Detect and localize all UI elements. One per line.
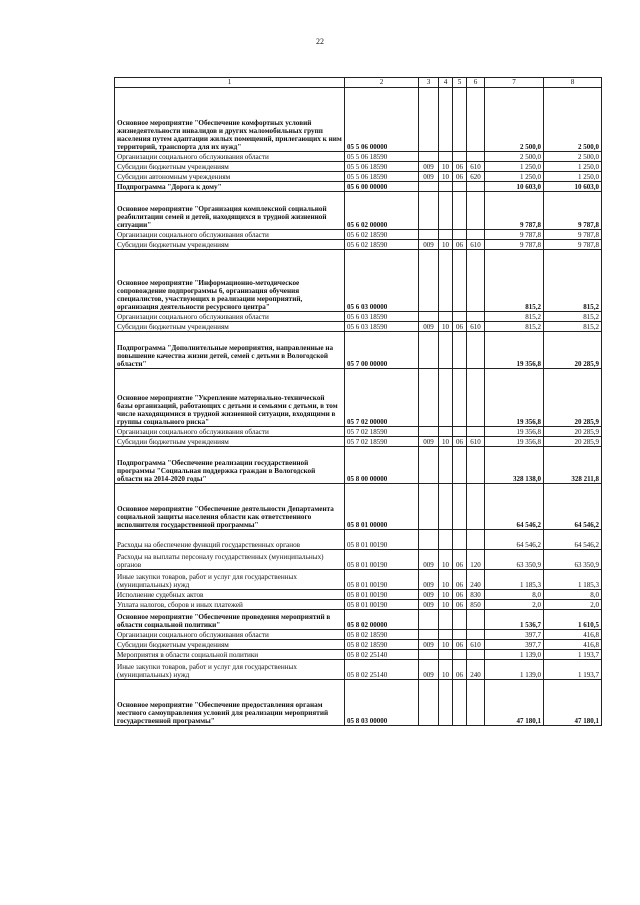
row-target-code: 05 8 02 18590 [345, 630, 419, 640]
row-amount-2: 64 546,2 [544, 484, 602, 530]
row-grbs [419, 630, 439, 640]
row-amount-2: 1 193,7 [544, 650, 602, 660]
col-header: 4 [439, 78, 453, 88]
row-name: Исполнение судебных актов [115, 590, 345, 600]
row-section: 10 [439, 640, 453, 650]
row-section [439, 250, 453, 312]
row-amount-2: 2 500,0 [544, 152, 602, 162]
row-section: 10 [439, 590, 453, 600]
row-section [439, 332, 453, 369]
row-amount-1: 815,2 [485, 322, 544, 332]
row-target-code: 05 7 00 00000 [345, 332, 419, 369]
row-grbs [419, 680, 439, 726]
table-row [115, 240, 602, 250]
row-subsection [453, 332, 467, 369]
row-grbs: 009 [419, 322, 439, 332]
row-name: Основное мероприятие "Обеспечение предоставления органам местного самоуправления условий для реализации мероприятий государственной программы" [115, 680, 345, 726]
row-grbs [419, 369, 439, 427]
row-amount-1: 64 546,2 [485, 530, 544, 550]
col-header: 2 [345, 78, 419, 88]
row-expense-type: 620 [467, 172, 485, 182]
row-expense-type: 610 [467, 162, 485, 172]
row-grbs: 009 [419, 640, 439, 650]
row-subsection [453, 447, 467, 484]
row-section: 10 [439, 660, 453, 680]
row-grbs [419, 610, 439, 630]
row-subsection: 06 [453, 162, 467, 172]
row-target-code: 05 8 03 00000 [345, 680, 419, 726]
row-amount-2: 815,2 [544, 312, 602, 322]
row-amount-1: 19 356,8 [485, 437, 544, 447]
row-expense-type: 240 [467, 660, 485, 680]
row-section: 10 [439, 570, 453, 590]
row-amount-1: 2 500,0 [485, 88, 544, 152]
row-expense-type [467, 530, 485, 550]
row-subsection [453, 312, 467, 322]
table-row [115, 590, 602, 600]
row-expense-type [467, 152, 485, 162]
budget-table [114, 77, 602, 726]
row-name: Расходы на обеспечение функций государственных органов [115, 530, 345, 550]
row-name: Основное мероприятие "Обеспечение деятельности Департамента социальной защиты населения области как ответственного исполнителя государственной программы" [115, 484, 345, 530]
row-amount-1: 1 139,0 [485, 650, 544, 660]
row-amount-1: 1 185,3 [485, 570, 544, 590]
row-section: 10 [439, 240, 453, 250]
row-expense-type [467, 312, 485, 322]
row-amount-1: 1 536,7 [485, 610, 544, 630]
row-target-code: 05 7 02 00000 [345, 369, 419, 427]
row-amount-1: 9 787,8 [485, 240, 544, 250]
row-amount-1: 815,2 [485, 250, 544, 312]
row-grbs: 009 [419, 570, 439, 590]
row-section: 10 [439, 172, 453, 182]
row-name: Субсидии бюджетным учреждениям [115, 322, 345, 332]
table-row [115, 484, 602, 530]
row-section: 10 [439, 550, 453, 570]
row-section [439, 447, 453, 484]
row-expense-type: 850 [467, 600, 485, 610]
row-amount-1: 47 180,1 [485, 680, 544, 726]
row-section [439, 152, 453, 162]
row-target-code: 05 8 01 00190 [345, 550, 419, 570]
page-number: 22 [316, 37, 324, 46]
table-row [115, 437, 602, 447]
row-name: Субсидии бюджетным учреждениям [115, 437, 345, 447]
row-expense-type: 610 [467, 437, 485, 447]
row-amount-1: 397,7 [485, 640, 544, 650]
row-amount-1: 19 356,8 [485, 369, 544, 427]
row-section [439, 650, 453, 660]
row-amount-2: 20 285,9 [544, 369, 602, 427]
table-row [115, 680, 602, 726]
row-amount-1: 10 603,0 [485, 182, 544, 192]
row-amount-2: 1 185,3 [544, 570, 602, 590]
row-amount-2: 1 610,5 [544, 610, 602, 630]
col-header: 3 [419, 78, 439, 88]
col-header: 5 [453, 78, 467, 88]
row-section [439, 369, 453, 427]
row-expense-type: 610 [467, 322, 485, 332]
row-grbs [419, 484, 439, 530]
row-name: Субсидии бюджетным учреждениям [115, 640, 345, 650]
table-row [115, 610, 602, 630]
row-grbs [419, 182, 439, 192]
col-header: 1 [115, 78, 345, 88]
table-row [115, 660, 602, 680]
row-section [439, 630, 453, 640]
row-subsection [453, 88, 467, 152]
row-amount-1: 9 787,8 [485, 192, 544, 230]
table-row [115, 172, 602, 182]
table-row [115, 332, 602, 369]
row-target-code: 05 8 02 00000 [345, 610, 419, 630]
row-expense-type [467, 630, 485, 640]
row-target-code: 05 8 02 25140 [345, 660, 419, 680]
row-grbs [419, 447, 439, 484]
row-expense-type: 610 [467, 240, 485, 250]
row-expense-type: 240 [467, 570, 485, 590]
row-section: 10 [439, 322, 453, 332]
row-target-code: 05 8 01 00190 [345, 530, 419, 550]
row-target-code: 05 8 01 00000 [345, 484, 419, 530]
table-row [115, 550, 602, 570]
row-expense-type [467, 650, 485, 660]
row-subsection: 06 [453, 660, 467, 680]
row-section [439, 610, 453, 630]
row-amount-2: 416,8 [544, 630, 602, 640]
row-grbs [419, 650, 439, 660]
row-target-code: 05 5 06 18590 [345, 162, 419, 172]
row-amount-2: 9 787,8 [544, 230, 602, 240]
row-section: 10 [439, 162, 453, 172]
row-amount-2: 47 180,1 [544, 680, 602, 726]
row-name: Расходы на выплаты персоналу государственных (муниципальных) органов [115, 550, 345, 570]
row-amount-2: 1 250,0 [544, 172, 602, 182]
row-grbs [419, 312, 439, 322]
row-amount-1: 8,0 [485, 590, 544, 600]
row-subsection [453, 192, 467, 230]
row-target-code: 05 6 00 00000 [345, 182, 419, 192]
row-name: Основное мероприятие "Организация комплексной социальной реабилитации семей и детей, находящихся в трудной жизненной ситуации" [115, 192, 345, 230]
row-amount-2: 20 285,9 [544, 427, 602, 437]
row-target-code: 05 6 03 00000 [345, 250, 419, 312]
row-amount-1: 328 138,0 [485, 447, 544, 484]
row-target-code: 05 6 02 18590 [345, 240, 419, 250]
row-grbs: 009 [419, 660, 439, 680]
row-section [439, 88, 453, 152]
row-expense-type [467, 427, 485, 437]
row-subsection [453, 610, 467, 630]
row-amount-1: 1 250,0 [485, 172, 544, 182]
row-expense-type: 830 [467, 590, 485, 600]
table-row [115, 600, 602, 610]
row-expense-type: 120 [467, 550, 485, 570]
row-grbs: 009 [419, 590, 439, 600]
row-section [439, 230, 453, 240]
row-amount-1: 19 356,8 [485, 332, 544, 369]
row-subsection [453, 152, 467, 162]
row-grbs: 009 [419, 437, 439, 447]
row-subsection: 06 [453, 240, 467, 250]
col-header: 7 [485, 78, 544, 88]
row-target-code: 05 8 01 00190 [345, 600, 419, 610]
row-amount-2: 20 285,9 [544, 332, 602, 369]
row-amount-2: 63 350,9 [544, 550, 602, 570]
row-expense-type [467, 230, 485, 240]
table-row [115, 570, 602, 590]
table-row [115, 152, 602, 162]
row-section: 10 [439, 437, 453, 447]
col-header: 6 [467, 78, 485, 88]
row-name: Организации социального обслуживания области [115, 312, 345, 322]
row-grbs [419, 152, 439, 162]
row-subsection [453, 630, 467, 640]
row-amount-2: 2 500,0 [544, 88, 602, 152]
row-target-code: 05 6 02 18590 [345, 230, 419, 240]
row-amount-1: 2 500,0 [485, 152, 544, 162]
row-expense-type [467, 680, 485, 726]
row-subsection: 06 [453, 590, 467, 600]
row-subsection: 06 [453, 570, 467, 590]
row-grbs [419, 230, 439, 240]
row-section [439, 312, 453, 322]
table-row [115, 192, 602, 230]
row-amount-2: 8,0 [544, 590, 602, 600]
row-name: Организации социального обслуживания области [115, 427, 345, 437]
row-name: Основное мероприятие "Укрепление материально-технической базы организаций, работающих с детьми и семьями с детьми, в том числе находящимися в трудной жизненной ситуации, входящими в группы социального риска" [115, 369, 345, 427]
row-amount-2: 10 603,0 [544, 182, 602, 192]
table-row [115, 230, 602, 240]
row-section [439, 182, 453, 192]
row-section [439, 484, 453, 530]
row-grbs [419, 192, 439, 230]
table-row [115, 250, 602, 312]
table-row [115, 369, 602, 427]
row-grbs: 009 [419, 550, 439, 570]
row-name: Основное мероприятие "Обеспечение проведения мероприятий в области социальной политики" [115, 610, 345, 630]
row-section [439, 427, 453, 437]
row-expense-type [467, 484, 485, 530]
row-amount-1: 9 787,8 [485, 230, 544, 240]
row-subsection: 06 [453, 322, 467, 332]
row-amount-1: 63 350,9 [485, 550, 544, 570]
table-row [115, 322, 602, 332]
row-subsection: 06 [453, 640, 467, 650]
row-name: Иные закупки товаров, работ и услуг для государственных (муниципальных) нужд [115, 570, 345, 590]
row-amount-1: 19 356,8 [485, 427, 544, 437]
row-target-code: 05 8 01 00190 [345, 590, 419, 600]
row-name: Подпрограмма "Обеспечение реализации государственной программы "Социальная поддержка граждан в Вологодской области на 2014-2020 годы" [115, 447, 345, 484]
row-target-code: 05 7 02 18590 [345, 427, 419, 437]
row-grbs [419, 88, 439, 152]
row-amount-2: 815,2 [544, 250, 602, 312]
row-name: Подпрограмма "Дорога к дому" [115, 182, 345, 192]
table-row [115, 630, 602, 640]
row-name: Иные закупки товаров, работ и услуг для государственных (муниципальных) нужд [115, 660, 345, 680]
table-row [115, 312, 602, 322]
row-grbs: 009 [419, 240, 439, 250]
row-target-code: 05 5 06 18590 [345, 172, 419, 182]
row-section [439, 192, 453, 230]
row-grbs: 009 [419, 162, 439, 172]
table-row [115, 427, 602, 437]
row-subsection [453, 182, 467, 192]
row-amount-1: 64 546,2 [485, 484, 544, 530]
row-amount-2: 64 546,2 [544, 530, 602, 550]
row-subsection [453, 680, 467, 726]
col-header: 8 [544, 78, 602, 88]
row-name: Субсидии бюджетным учреждениям [115, 162, 345, 172]
row-amount-2: 9 787,8 [544, 240, 602, 250]
row-amount-2: 20 285,9 [544, 437, 602, 447]
row-subsection: 06 [453, 172, 467, 182]
row-name: Субсидии бюджетным учреждениям [115, 240, 345, 250]
row-target-code: 05 8 02 18590 [345, 640, 419, 650]
row-name: Уплата налогов, сборов и иных платежей [115, 600, 345, 610]
row-target-code: 05 8 01 00190 [345, 570, 419, 590]
table-row [115, 530, 602, 550]
row-grbs: 009 [419, 172, 439, 182]
row-subsection [453, 230, 467, 240]
row-subsection: 06 [453, 550, 467, 570]
table-row [115, 650, 602, 660]
row-grbs [419, 530, 439, 550]
row-amount-2: 9 787,8 [544, 192, 602, 230]
row-target-code: 05 6 03 18590 [345, 312, 419, 322]
row-expense-type [467, 182, 485, 192]
row-name: Основное мероприятие "Информационно-методическое сопровождение подпрограммы 6, организация обучения специалистов, участвующих в реализации мероприятий, организация деятельности ресурсного центра" [115, 250, 345, 312]
row-amount-1: 2,0 [485, 600, 544, 610]
row-target-code: 05 6 02 00000 [345, 192, 419, 230]
row-name: Организации социального обслуживания области [115, 152, 345, 162]
row-name: Подпрограмма "Дополнительные мероприятия, направленные на повышение качества жизни детей, семей с детьми в Вологодской области" [115, 332, 345, 369]
row-section: 10 [439, 600, 453, 610]
row-target-code: 05 5 06 00000 [345, 88, 419, 152]
table-row [115, 182, 602, 192]
row-expense-type: 610 [467, 640, 485, 650]
table-row [115, 162, 602, 172]
row-amount-2: 1 193,7 [544, 660, 602, 680]
row-grbs [419, 427, 439, 437]
table-row [115, 88, 602, 152]
row-amount-2: 416,8 [544, 640, 602, 650]
row-expense-type [467, 447, 485, 484]
row-expense-type [467, 332, 485, 369]
row-expense-type [467, 192, 485, 230]
row-amount-1: 397,7 [485, 630, 544, 640]
row-grbs [419, 250, 439, 312]
row-subsection [453, 484, 467, 530]
row-subsection [453, 530, 467, 550]
row-amount-2: 328 211,8 [544, 447, 602, 484]
row-subsection [453, 250, 467, 312]
row-subsection: 06 [453, 600, 467, 610]
row-amount-2: 815,2 [544, 322, 602, 332]
row-subsection [453, 427, 467, 437]
row-target-code: 05 8 02 25140 [345, 650, 419, 660]
row-subsection [453, 650, 467, 660]
row-expense-type [467, 250, 485, 312]
row-amount-1: 1 250,0 [485, 162, 544, 172]
row-grbs: 009 [419, 600, 439, 610]
row-target-code: 05 5 06 18590 [345, 152, 419, 162]
row-amount-1: 1 139,0 [485, 660, 544, 680]
row-expense-type [467, 88, 485, 152]
row-amount-1: 815,2 [485, 312, 544, 322]
row-amount-2: 1 250,0 [544, 162, 602, 172]
row-section [439, 680, 453, 726]
row-subsection: 06 [453, 437, 467, 447]
row-grbs [419, 332, 439, 369]
header-row [115, 78, 602, 88]
row-name: Мероприятия в области социальной политики [115, 650, 345, 660]
row-subsection [453, 369, 467, 427]
table-row [115, 640, 602, 650]
row-target-code: 05 6 03 18590 [345, 322, 419, 332]
row-name: Организации социального обслуживания области [115, 630, 345, 640]
row-name: Организации социального обслуживания области [115, 230, 345, 240]
row-amount-2: 2,0 [544, 600, 602, 610]
row-expense-type [467, 610, 485, 630]
row-target-code: 05 8 00 00000 [345, 447, 419, 484]
row-name: Субсидии автономным учреждениям [115, 172, 345, 182]
row-name: Основное мероприятие "Обеспечение комфортных условий жизнедеятельности инвалидов и других маломобильных групп населения путем адаптации жилых помещений, прилегающих к ним территорий, транспорта для их нужд" [115, 88, 345, 152]
row-expense-type [467, 369, 485, 427]
row-target-code: 05 7 02 18590 [345, 437, 419, 447]
table-row [115, 447, 602, 484]
row-section [439, 530, 453, 550]
